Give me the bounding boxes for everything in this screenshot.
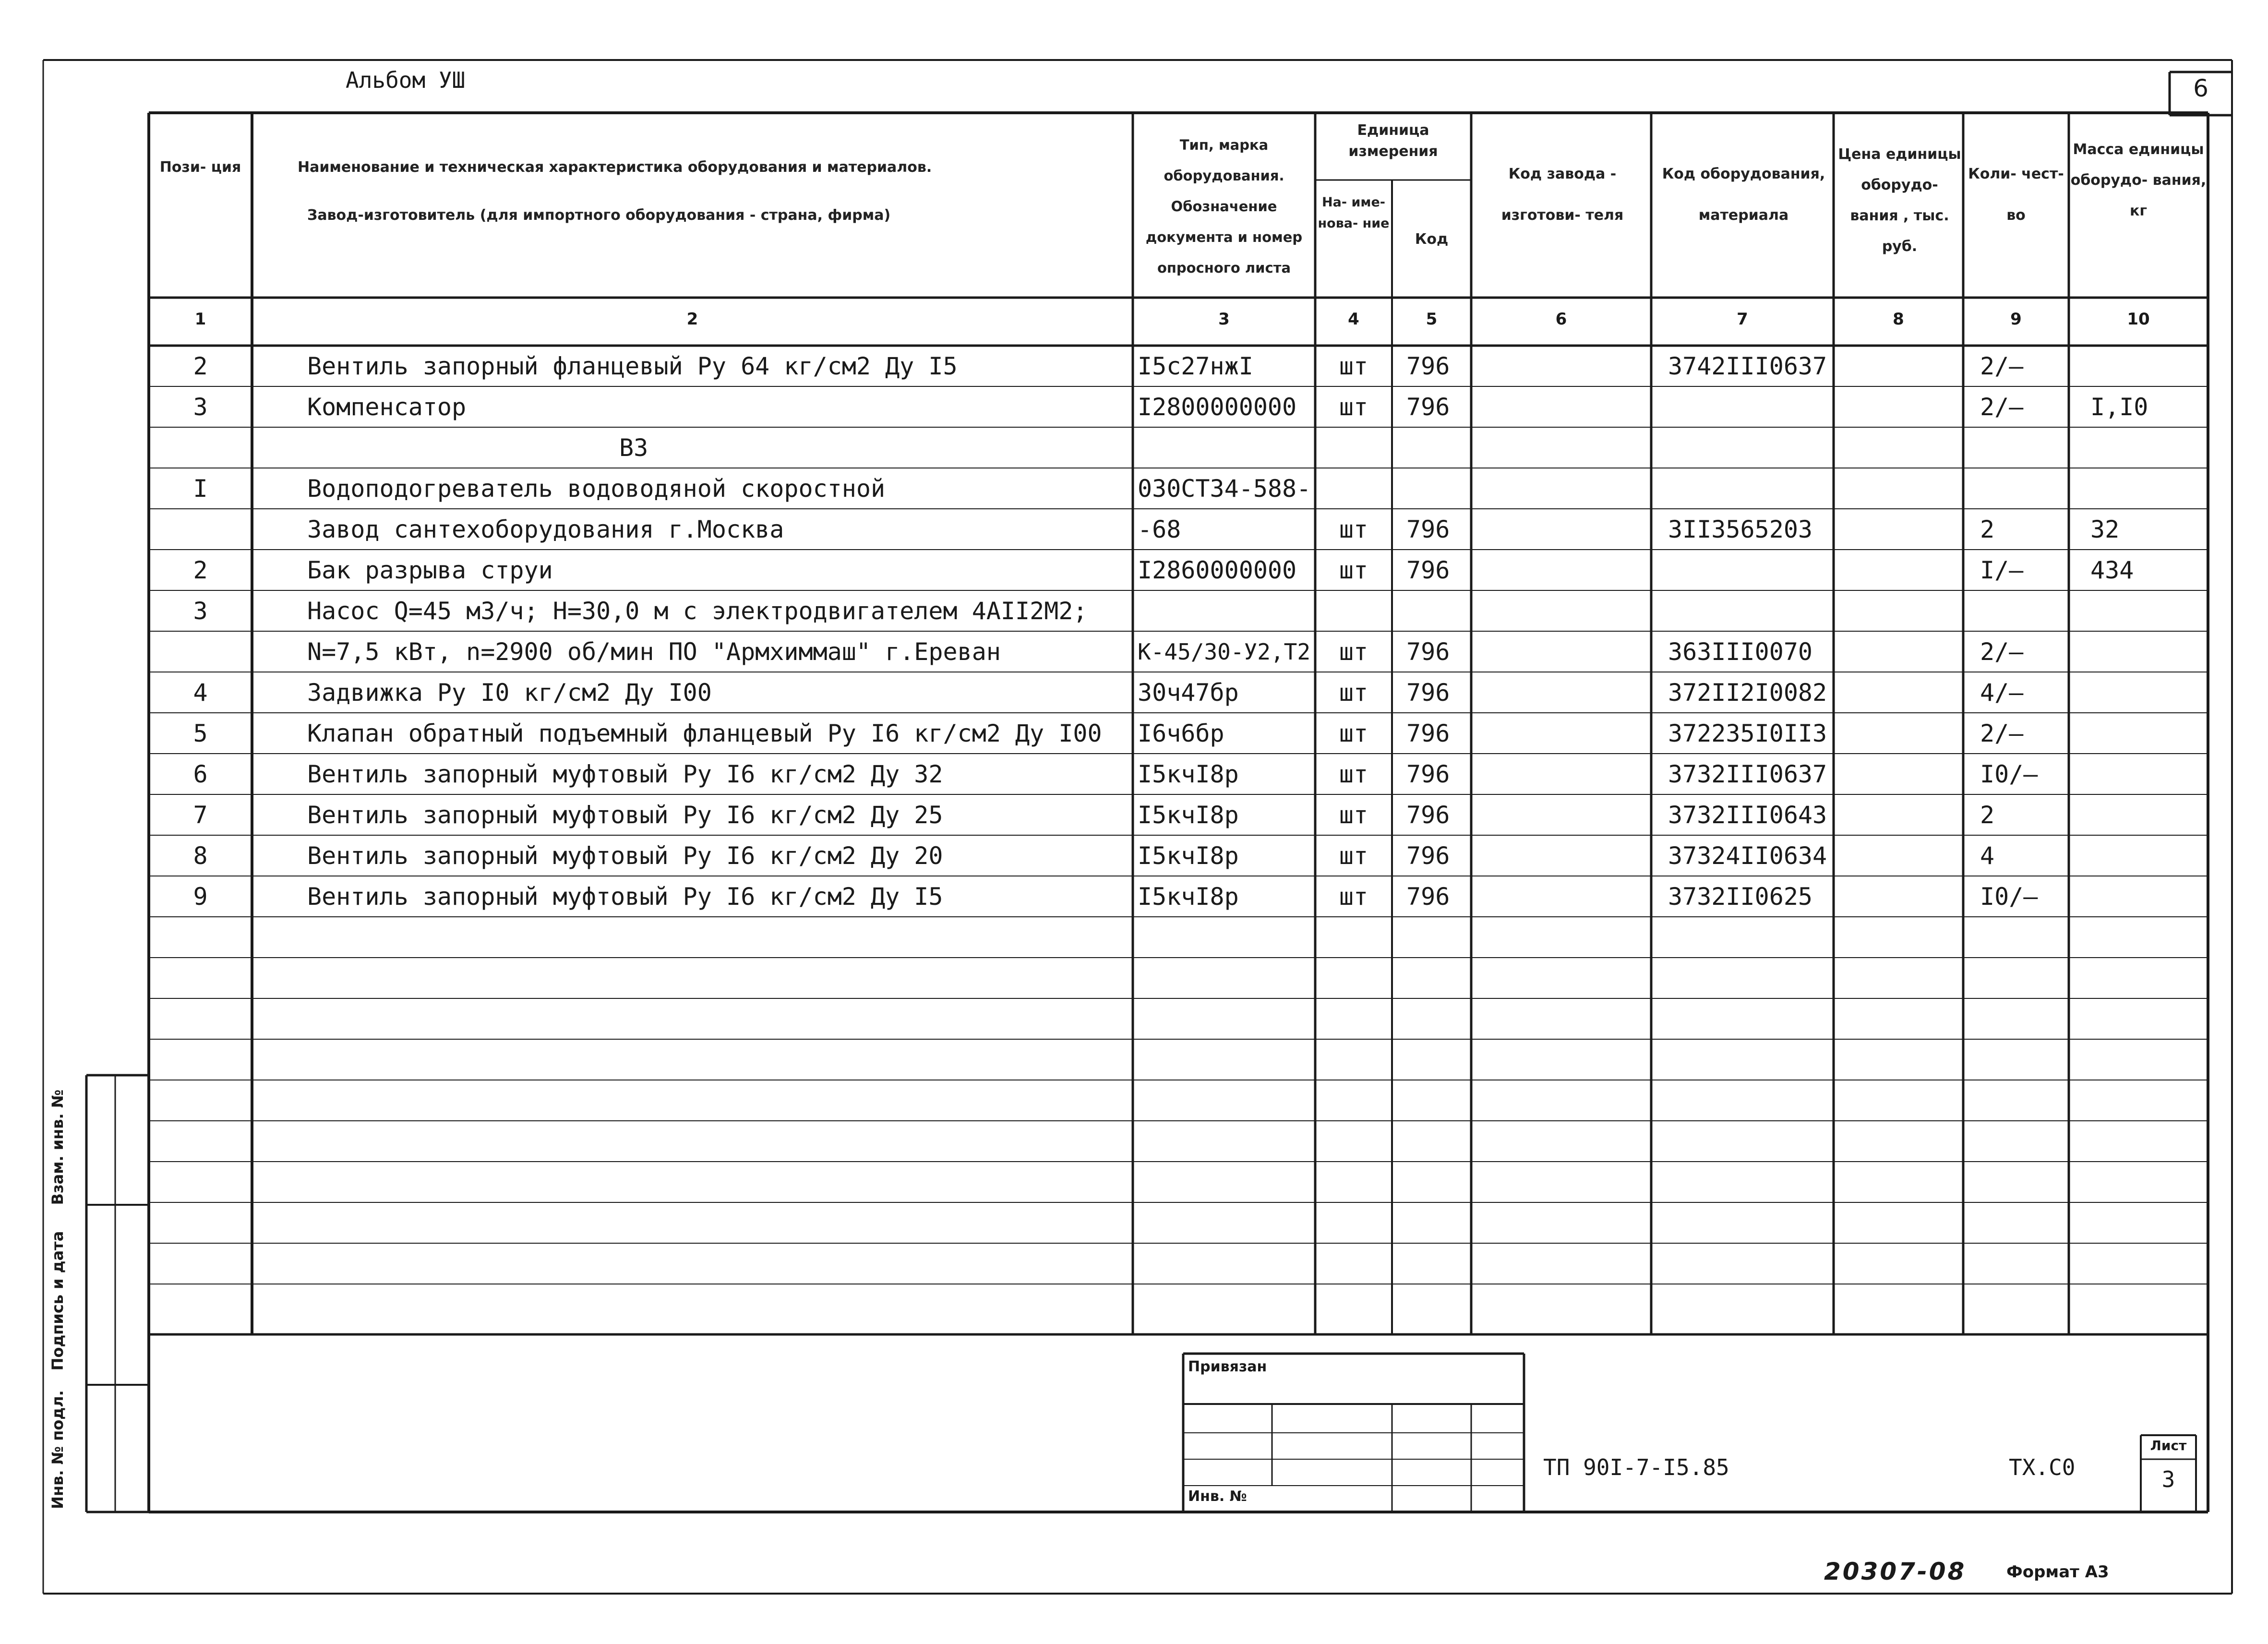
cell-unit-code: 796 (1406, 842, 1450, 870)
album-title: Альбом УШ (346, 67, 466, 93)
column-number: 5 (1426, 310, 1438, 329)
cell-unit: шт (1339, 679, 1368, 707)
cell-unit-code: 796 (1406, 883, 1450, 911)
cell-equip-code: 3732III0637 (1668, 760, 1827, 788)
cell-qty: I0/– (1980, 883, 2038, 911)
cell-type: -68 (1138, 516, 1181, 543)
cell-unit-code: 796 (1406, 556, 1450, 584)
column-number: 4 (1348, 310, 1359, 329)
header-col-4: На- име- нова- ние (1318, 195, 1390, 231)
header-col-10: Масса единицы оборудо- вания, кг (2070, 141, 2207, 219)
cell-type: I5кчI8р (1138, 883, 1239, 911)
cell-type: 030СТ34-588- (1138, 475, 1311, 503)
archive-number: 20307-08 (1824, 1558, 1967, 1585)
header-col-2-line2: Завод-изготовитель (для импортного оборудования - страна, фирма) (307, 207, 891, 224)
cell-qty: 4/– (1980, 679, 2024, 707)
cell-type: К-45/30-У2,Т2 (1138, 639, 1311, 665)
cell-unit: шт (1339, 393, 1368, 421)
list-label: Лист (2150, 1438, 2187, 1453)
cell-unit: шт (1339, 760, 1368, 788)
cell-position: 2 (193, 556, 208, 584)
stamp-privyazan: Привязан (1188, 1358, 1267, 1375)
page-corner-number: 6 (2193, 74, 2208, 102)
cell-unit: шт (1339, 842, 1368, 870)
cell-name: Вентиль запорный фланцевый Ру 64 кг/см2 Ду I5 (307, 352, 958, 380)
cell-name: Компенсатор (307, 393, 467, 421)
cell-name: Вентиль запорный муфтовый Ру I6 кг/см2 Ду I5 (307, 883, 943, 911)
cell-name: Водоподогреватель водоводяной скоростной (307, 475, 886, 503)
cell-name: Бак разрыва струи (307, 556, 553, 584)
sheet-code: ТХ.С0 (2009, 1454, 2076, 1480)
cell-type: I2860000000 (1138, 556, 1297, 584)
cell-unit: шт (1339, 638, 1368, 666)
cell-type: I5кчI8р (1138, 801, 1239, 829)
cell-unit: шт (1339, 883, 1368, 911)
cell-equip-code: 372235I0II3 (1668, 720, 1827, 747)
cell-qty: 2/– (1980, 393, 2024, 421)
cell-type: I2800000000 (1138, 393, 1297, 421)
cell-name: Вентиль запорный муфтовый Ру I6 кг/см2 Ду 32 (307, 760, 943, 788)
cell-unit-code: 796 (1406, 760, 1450, 788)
cell-mass: 434 (2090, 556, 2134, 584)
cell-position: 6 (193, 760, 208, 788)
cell-name: Завод сантехоборудования г.Москва (307, 516, 784, 543)
cell-qty: 2/– (1980, 352, 2024, 380)
cell-name: Вентиль запорный муфтовый Ру I6 кг/см2 Ду 25 (307, 801, 943, 829)
stamp-inv-no: Инв. № (1188, 1488, 1247, 1505)
cell-qty: 2 (1980, 801, 1995, 829)
cell-equip-code: 372II2I0082 (1668, 679, 1827, 707)
header-col-3: Тип, марка оборудования. Обозначение документа и номер опросного листа (1145, 137, 1303, 276)
cell-position: 2 (193, 352, 208, 380)
header-col-5: Код (1415, 231, 1449, 248)
cell-mass: I,I0 (2090, 393, 2148, 421)
cell-type: 30ч47бр (1138, 679, 1239, 707)
cell-type: I5с27нжI (1138, 352, 1253, 380)
cell-unit: шт (1339, 516, 1368, 543)
header-col-9: Коли- чест- во (1968, 166, 2064, 224)
cell-unit-code: 796 (1406, 801, 1450, 829)
header-col-1: Пози- ция (159, 159, 241, 176)
cell-name: Вентиль запорный муфтовый Ру I6 кг/см2 Ду 20 (307, 842, 943, 870)
cell-name: В3 (619, 434, 648, 462)
cell-position: I (193, 475, 208, 503)
cell-name: N=7,5 кВт, n=2900 об/мин ПО "Армхиммаш" г.Ереван (307, 638, 1001, 666)
document-code: ТП 90I-7-I5.85 (1543, 1454, 1729, 1480)
cell-equip-code: 363III0070 (1668, 638, 1813, 666)
cell-position: 5 (193, 720, 208, 747)
column-number: 7 (1737, 310, 1748, 329)
header-col-2-line1: Наименование и техническая характеристика оборудования и материалов. (298, 159, 932, 176)
column-number: 6 (1555, 310, 1567, 329)
cell-type: I5кчI8р (1138, 760, 1239, 788)
cell-unit-code: 796 (1406, 352, 1450, 380)
cell-position: 8 (193, 842, 208, 870)
column-number: 2 (686, 310, 698, 329)
cell-unit-code: 796 (1406, 638, 1450, 666)
header-col-8: Цена единицы оборудо- вания , тыс. руб. (1838, 146, 1961, 255)
cell-type: I6ч6бр (1138, 720, 1224, 747)
cell-position: 3 (193, 597, 208, 625)
side-label-inv-podl: Инв. № подл. (48, 1390, 67, 1509)
cell-unit-code: 796 (1406, 720, 1450, 747)
cell-qty: 2 (1980, 516, 1995, 543)
cell-unit: шт (1339, 556, 1368, 584)
cell-equip-code: 3II3565203 (1668, 516, 1813, 543)
column-number: 8 (1893, 310, 1904, 329)
cell-unit-code: 796 (1406, 516, 1450, 543)
cell-position: 7 (193, 801, 208, 829)
column-number: 9 (2010, 310, 2022, 329)
cell-unit-code: 796 (1406, 679, 1450, 707)
cell-qty: I/– (1980, 556, 2024, 584)
cell-name: Задвижка Ру I0 кг/см2 Ду I00 (307, 679, 712, 707)
column-number: 3 (1218, 310, 1230, 329)
list-number: 3 (2161, 1466, 2175, 1492)
cell-unit-code: 796 (1406, 393, 1450, 421)
cell-qty: 2/– (1980, 638, 2024, 666)
cell-equip-code: 3732III0643 (1668, 801, 1827, 829)
cell-equip-code: 37324II0634 (1668, 842, 1827, 870)
cell-position: 9 (193, 883, 208, 911)
column-number: 10 (2127, 310, 2150, 329)
cell-name: Клапан обратный подъемный фланцевый Ру I6 кг/см2 Ду I00 (307, 720, 1102, 747)
header-col-units-group: Единица измерения (1348, 122, 1438, 160)
cell-unit: шт (1339, 720, 1368, 747)
cell-mass: 32 (2090, 516, 2120, 543)
side-label-vzam: Взам. инв. № (48, 1089, 67, 1205)
cell-qty: 4 (1980, 842, 1995, 870)
cell-equip-code: 3742III0637 (1668, 352, 1827, 380)
cell-qty: I0/– (1980, 760, 2038, 788)
cell-equip-code: 3732II0625 (1668, 883, 1813, 911)
format-label: Формат А3 (2006, 1562, 2109, 1582)
header-col-7: Код оборудования, материала (1662, 166, 1825, 224)
column-number: 1 (194, 310, 206, 329)
cell-unit: шт (1339, 801, 1368, 829)
cell-unit: шт (1339, 352, 1368, 380)
cell-name: Насос Q=45 м3/ч; Н=30,0 м с электродвигателем 4АII2М2; (307, 597, 1088, 625)
header-col-6: Код завода - изготови- теля (1501, 166, 1624, 224)
cell-position: 3 (193, 393, 208, 421)
cell-type: I5кчI8р (1138, 842, 1239, 870)
cell-qty: 2/– (1980, 720, 2024, 747)
side-label-podpis: Подпись и дата (48, 1231, 67, 1371)
cell-position: 4 (193, 679, 208, 707)
